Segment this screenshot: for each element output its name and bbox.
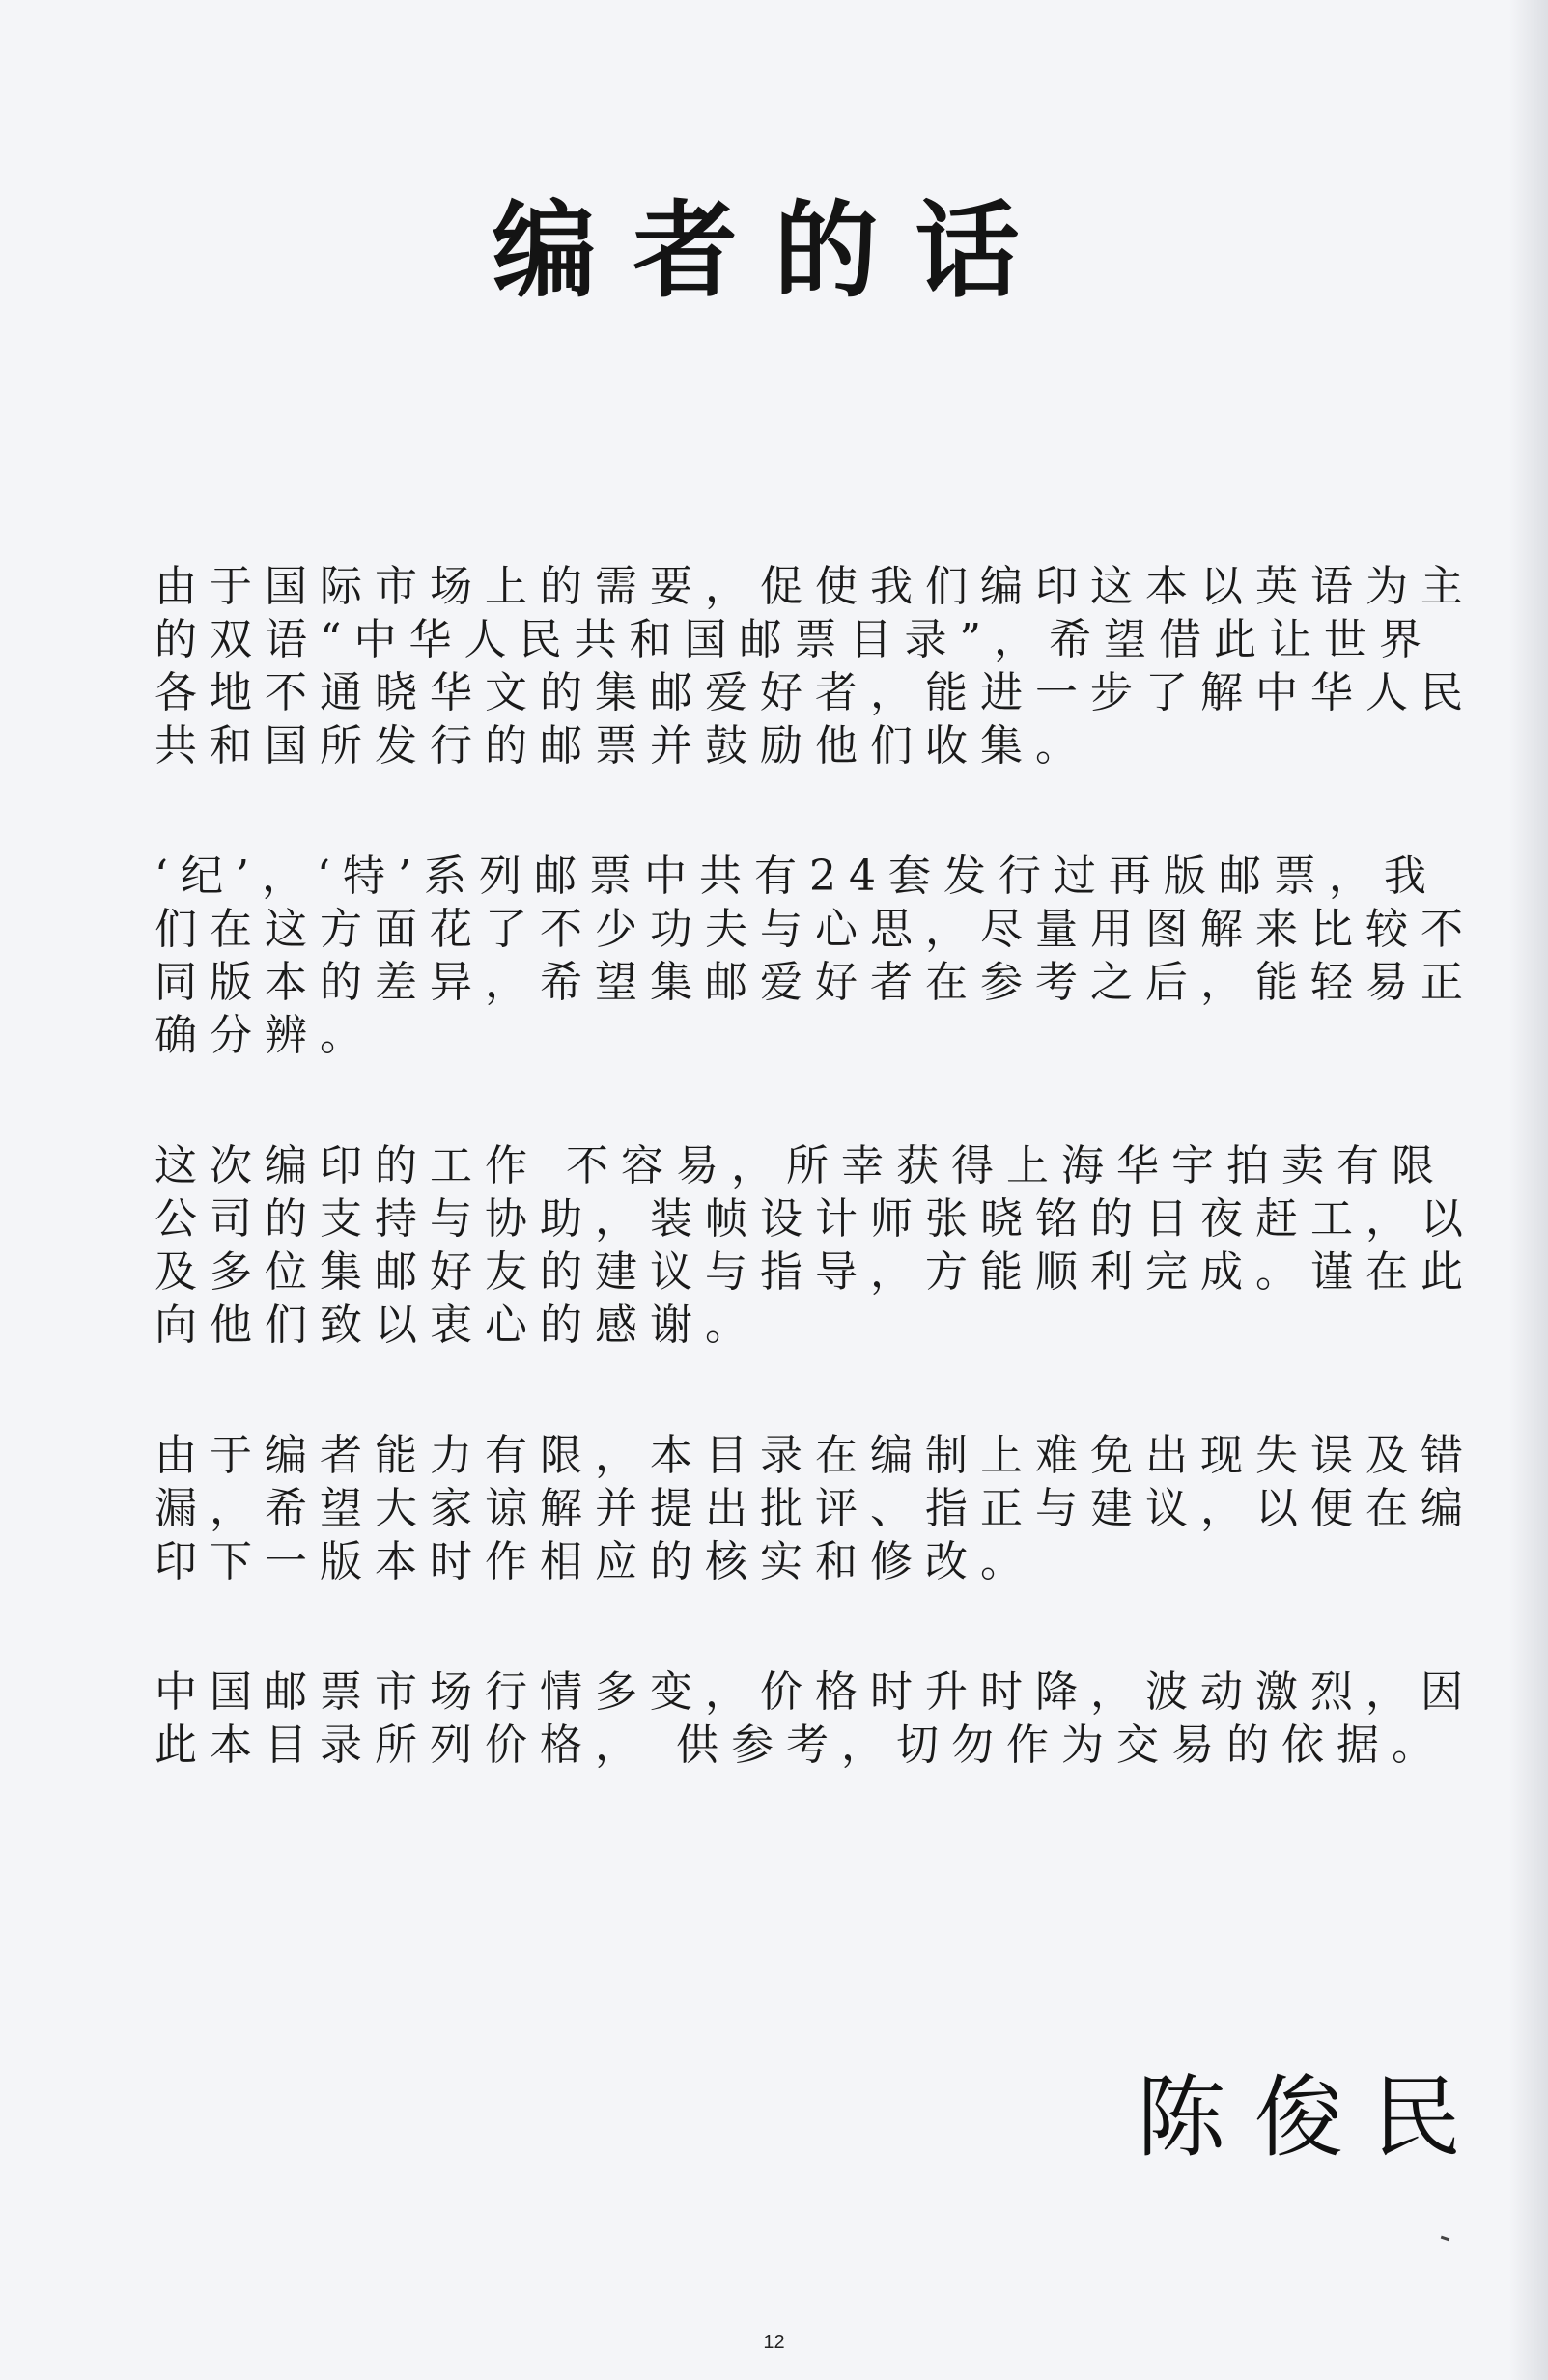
paragraph-3: 这次编印的工作 不容易，所幸获得上海华宇拍卖有限公司的支持与协助，装帧设计师张晓铭的日夜赶工，以及多位集邮好友的建议与指导，方能顺利完成。谨在此向他们致以衷心的感谢。 [155, 1141, 1476, 1350]
editor-note-body [155, 560, 1487, 1849]
paragraph-5: 中国邮票市场行情多变，价格时升时降，波动激烈，因此本目录所列价格， 供参考，切勿作为交易的依据。 [155, 1667, 1476, 1770]
author-signature: 陈俊民 [1136, 2066, 1490, 2170]
page-number: 12 [763, 2332, 785, 2353]
paragraph-4: 由于编者能力有限，本目录在编制上难免出现失误及错漏，希望大家谅解并提出批评、指正与建议，以便在编印下一版本时作相应的核实和修改。 [155, 1431, 1476, 1586]
paragraph-2: ‘纪’，‘特’系列邮票中共有24套发行过再版邮票，我们在这方面花了不少功夫与心思，尽量用图解来比较不同版本的差异，希望集邮爱好者在参考之后，能轻易正确分辨。 [155, 852, 1476, 1060]
page-edge-shadow [1509, 0, 1548, 2380]
paragraph-1: 由于国际市场上的需要，促使我们编印这本以英语为主的双语“中华人民共和国邮票目录”，希望借此让世界各地不通晓华文的集邮爱好者，能进一步了解中华人民共和国所发行的邮票并鼓励他们收集。 [155, 562, 1476, 770]
page-title: 编者的话 [492, 190, 1056, 312]
scan-speck [1441, 2236, 1449, 2242]
